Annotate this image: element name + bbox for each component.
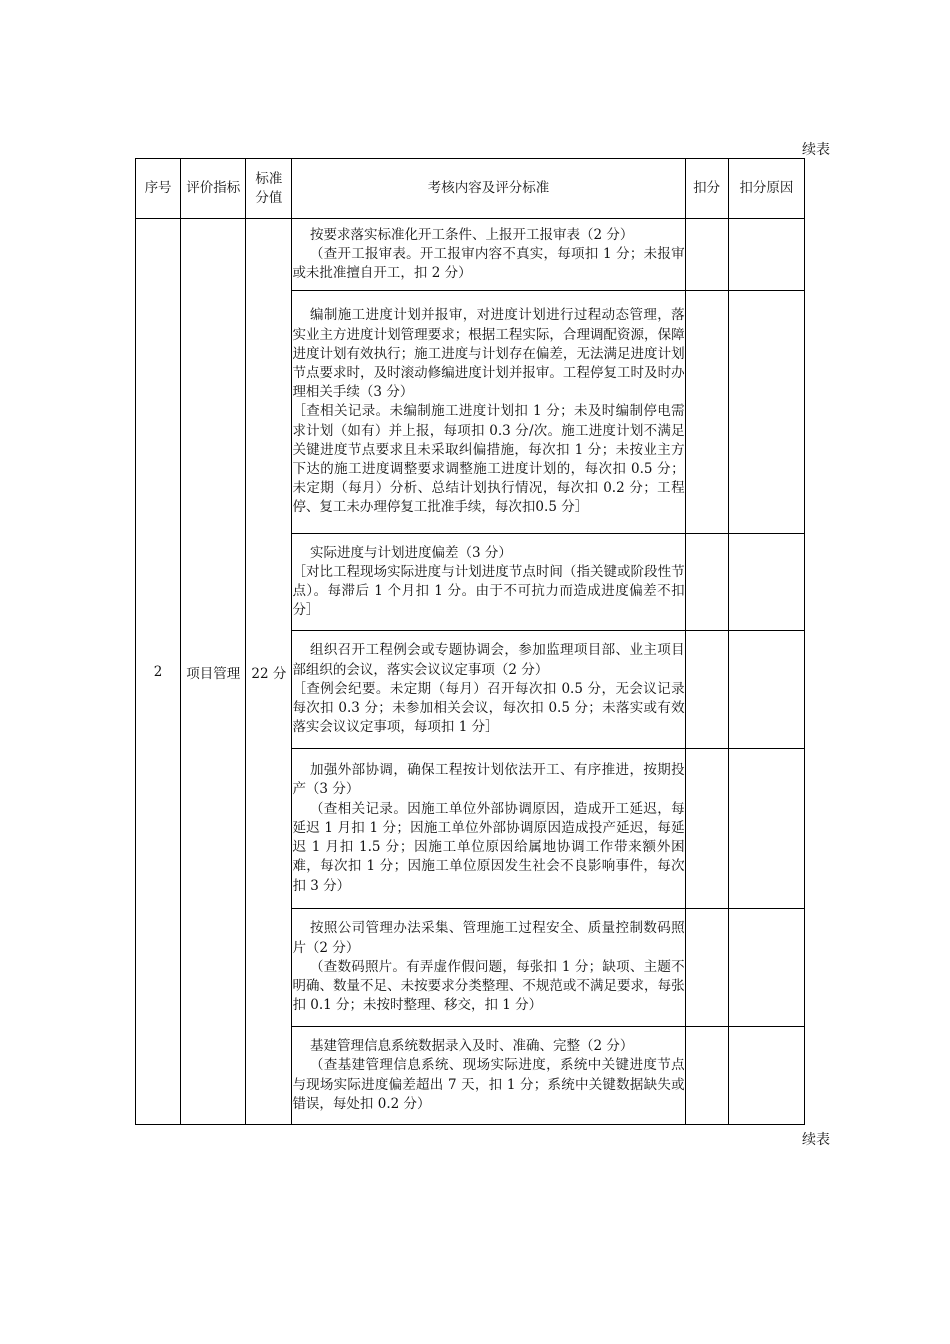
criteria-requirement: 实际进度与计划进度偏差（3 分） xyxy=(309,544,512,561)
criteria-check: ［查相关记录。未编制施工进度计划扣 1 分；未及时编制停电需求计划（如有）并上报，每项扣 0.3 分/次。施工进度计划不满足关键进度节点要求且未采取纠偏措施，每次扣 1 分；未按业主方下达的施工进度调整要求调整施工进度计划的，每次扣 0.5 分；未定期（每月）分析、总结计划执行情况，每次扣 0.2 分；工程停、复工未办理停复工批准手续，每次扣0.5 分］ xyxy=(292,403,685,516)
header-no: 序号 xyxy=(136,159,181,219)
criteria-cell xyxy=(292,631,685,749)
header-criteria: 考核内容及评分标准 xyxy=(292,159,685,219)
criteria-cell xyxy=(292,534,685,631)
criteria-requirement: 按要求落实标准化开工条件、上报开工报审表（2 分） xyxy=(309,226,634,243)
criteria-requirement: 组织召开工程例会或专题协调会，参加监理项目部、业主项目部组织的会议，落实会议议定事项（2 分） xyxy=(292,642,685,678)
criteria-check: （查开工报审表。开工报审内容不真实，每项扣 1 分；未报审或未批准擅自开工，扣 2 分） xyxy=(292,245,685,282)
reason-cell[interactable] xyxy=(728,749,804,909)
reason-cell[interactable] xyxy=(728,219,804,291)
deduction-cell[interactable] xyxy=(685,219,728,291)
reason-cell[interactable] xyxy=(728,1027,804,1125)
criteria-cell xyxy=(292,291,685,534)
criteria-cell xyxy=(292,219,685,291)
reason-cell[interactable] xyxy=(728,291,804,534)
criteria-check: ［对比工程现场实际进度与计划进度节点时间（指关键或阶段性节点）。每滞后 1 个月扣 1 分。由于不可抗力而造成进度偏差不扣分］ xyxy=(292,563,685,619)
group-indicator-cell: 项目管理 xyxy=(181,219,246,1125)
criteria-check: （查基建管理信息系统、现场实际进度，系统中关键进度节点与现场实际进度偏差超出 7 天，扣 1 分；系统中关键数据缺失或错误，每处扣 0.2 分） xyxy=(292,1057,685,1112)
header-indicator: 评价指标 xyxy=(181,159,246,219)
criteria-check: ［查例会纪要。未定期（每月）召开每次扣 0.5 分，无会议记录每次扣 0.3 分；未参加相关会议，每次扣 0.5 分；未落实或有效落实会议议定事项，每项扣 1 分］ xyxy=(292,680,685,736)
reason-cell[interactable] xyxy=(728,909,804,1027)
reason-cell[interactable] xyxy=(728,534,804,631)
criteria-check: （查数码照片。有弄虚作假问题，每张扣 1 分；缺项、主题不明确、数量不足、未按要求分类整理、不规范或不满足要求，每张扣 0.1 分；未按时整理、移交，扣 1 分） xyxy=(292,958,685,1014)
criteria-cell xyxy=(292,749,685,909)
reason-cell[interactable] xyxy=(728,631,804,749)
criteria-cell xyxy=(292,1027,685,1125)
evaluation-table xyxy=(135,158,805,1125)
group-score-cell: 22 分 xyxy=(246,219,292,1125)
table-row xyxy=(136,219,805,291)
deduction-cell[interactable] xyxy=(685,909,728,1027)
table-header-row xyxy=(136,159,805,219)
criteria-cell xyxy=(292,909,685,1027)
criteria-requirement: 按照公司管理办法采集、管理施工过程安全、质量控制数码照片（2 分） xyxy=(292,920,685,956)
deduction-cell[interactable] xyxy=(685,1027,728,1125)
deduction-cell[interactable] xyxy=(685,534,728,631)
criteria-check: （查相关记录。因施工单位外部协调原因，造成开工延迟，每延迟 1 月扣 1 分；因施工单位外部协调原因造成投产延迟，每延迟 1 月扣 1.5 分；因施工单位原因给属地协调工作带来额外困难，每次扣 1 分；因施工单位原因发生社会不良影响事件，每次扣 3 分） xyxy=(292,800,685,894)
header-score-line1: 标准 xyxy=(255,170,283,187)
criteria-requirement: 编制施工进度计划并报审，对进度计划进行过程动态管理，落实业主方进度计划管理要求；根据工程实际，合理调配资源，保障进度计划有效执行；施工进度与计划存在偏差，无法满足进度计划节点要求时，及时滚动修编进度计划并报审。工程停复工时及时办理相关手续（3 分） xyxy=(292,307,685,401)
criteria-requirement: 基建管理信息系统数据录入及时、准确、完整（2 分） xyxy=(309,1038,634,1055)
continued-label-bottom: 续表 xyxy=(802,1132,830,1148)
criteria-requirement: 加强外部协调，确保工程按计划依法开工、有序推进，按期投产（3 分） xyxy=(292,762,685,798)
deduction-cell[interactable] xyxy=(685,749,728,909)
group-no-cell: 2 xyxy=(136,219,181,1125)
header-score-line2: 分值 xyxy=(255,189,283,206)
continued-label-top: 续表 xyxy=(802,142,830,158)
header-reason: 扣分原因 xyxy=(728,159,804,219)
header-deduction: 扣分 xyxy=(685,159,728,219)
deduction-cell[interactable] xyxy=(685,291,728,534)
deduction-cell[interactable] xyxy=(685,631,728,749)
header-score xyxy=(246,159,292,219)
